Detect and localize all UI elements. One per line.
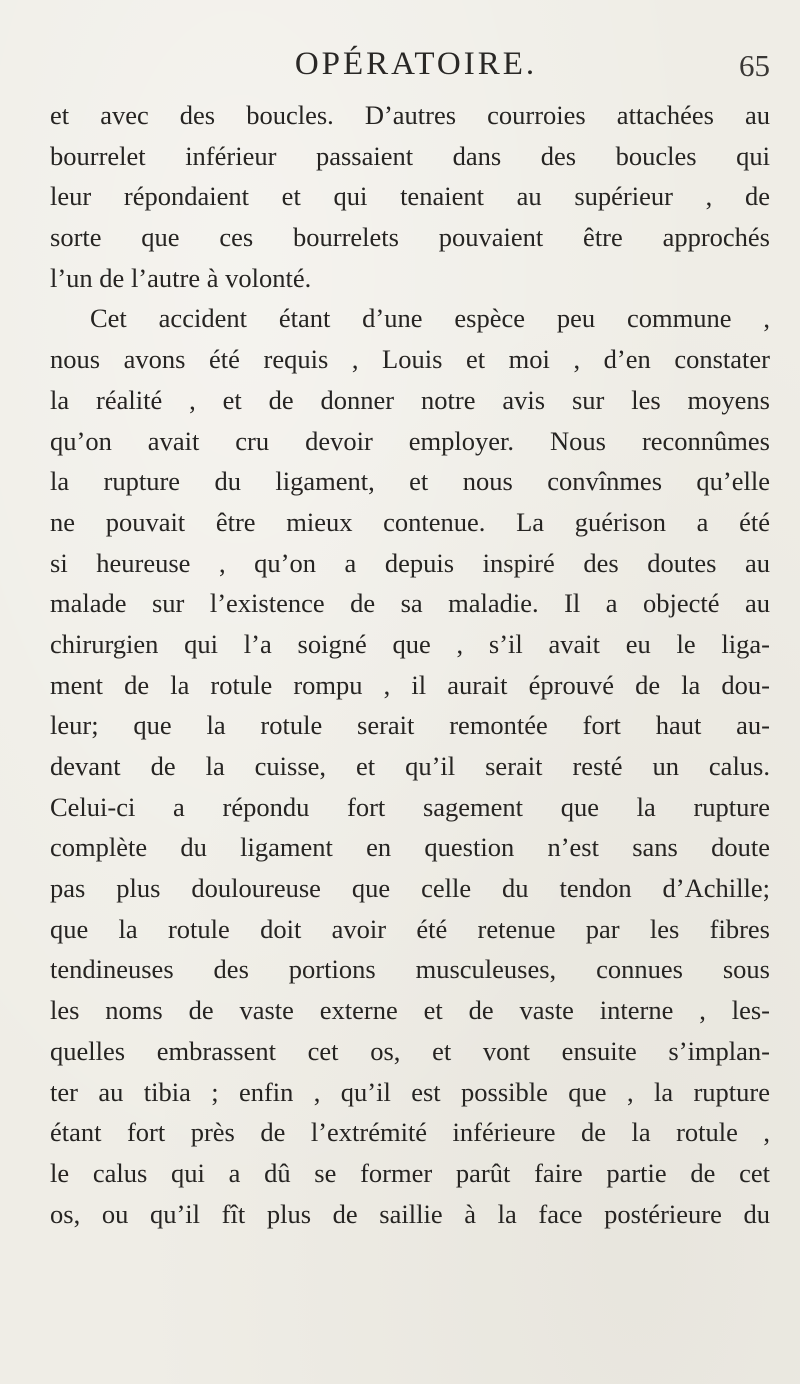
running-head bbox=[62, 46, 770, 86]
text-line: Celui-ci a répondu fort sagement que la rupture bbox=[50, 791, 770, 822]
body-text bbox=[50, 95, 770, 1234]
text-line: quelles embrassent cet os, et vont ensuite s’implan- bbox=[50, 1035, 770, 1066]
text-line: l’un de l’autre à volonté. bbox=[50, 262, 312, 293]
text-line: pas plus douloureuse que celle du tendon d’Achille; bbox=[50, 873, 770, 904]
page-number: 65 bbox=[739, 48, 770, 83]
text-line: Cet accident étant d’une espèce peu commune , bbox=[90, 303, 770, 334]
text-line: qu’on avait cru devoir employer. Nous reconnûmes bbox=[50, 425, 770, 456]
text-line: la réalité , et de donner notre avis sur les moyens bbox=[50, 384, 770, 415]
text-line: sorte que ces bourrelets pouvaient être approchés bbox=[50, 222, 770, 253]
text-line: ter au tibia ; enfin , qu’il est possible que , la rupture bbox=[50, 1076, 770, 1107]
text-line: devant de la cuisse, et qu’il serait resté un calus. bbox=[50, 751, 770, 781]
text-line: ment de la rotule rompu , il aurait éprouvé de la dou- bbox=[50, 669, 770, 700]
running-title: OPÉRATOIRE. bbox=[294, 46, 538, 82]
text-line: le calus qui a dû se former parût faire partie de cet bbox=[50, 1157, 770, 1188]
text-line: bourrelet inférieur passaient dans des boucles qui bbox=[50, 140, 770, 171]
text-line: si heureuse , qu’on a depuis inspiré des doutes au bbox=[50, 547, 770, 578]
text-line: les noms de vaste externe et de vaste interne , les- bbox=[50, 995, 770, 1026]
text-line: étant fort près de l’extrémité inférieure de la rotule , bbox=[50, 1117, 770, 1148]
text-line: malade sur l’existence de sa maladie. Il a objecté au bbox=[50, 588, 770, 619]
text-line: os, ou qu’il fît plus de saillie à la face postérieure du bbox=[50, 1198, 770, 1229]
text-line: leur; que la rotule serait remontée fort haut au- bbox=[50, 710, 770, 741]
text-line: la rupture du ligament, et nous convînmes qu’elle bbox=[50, 466, 770, 497]
text-line: que la rotule doit avoir été retenue par les fibres bbox=[50, 913, 770, 944]
text-line: chirurgien qui l’a soigné que , s’il avait eu le liga- bbox=[50, 628, 770, 659]
text-line: tendineuses des portions musculeuses, connues sous bbox=[50, 954, 770, 985]
text-line: leur répondaient et qui tenaient au supérieur , de bbox=[50, 181, 770, 212]
text-line: ne pouvait être mieux contenue. La guérison a été bbox=[50, 506, 770, 537]
text-line: et avec des boucles. D’autres courroies attachées au bbox=[50, 100, 770, 130]
text-line: nous avons été requis , Louis et moi , d’en constater bbox=[50, 344, 770, 375]
text-line: complète du ligament en question n’est sans doute bbox=[50, 832, 770, 863]
